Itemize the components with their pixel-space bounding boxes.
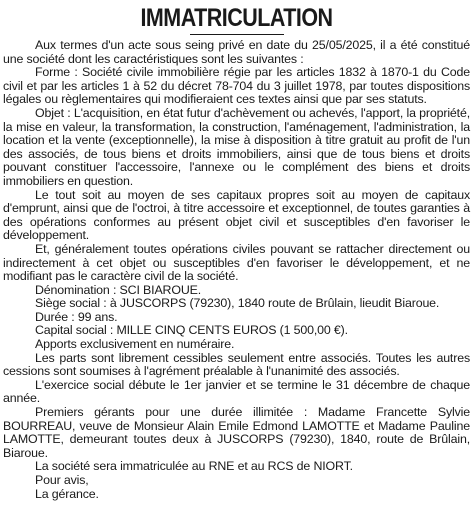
paragraph-duree: Durée : 99 ans. xyxy=(35,309,118,324)
paragraph-intro: Aux termes d'un acte sous seing privé en date du 25/05/2025, il a été constitué une société dont les caractéristiques sont les suivantes : xyxy=(3,38,470,66)
notice-title: IMMATRICULATION xyxy=(140,4,333,32)
paragraph-forme: Forme : Société civile immobilière régie par les articles 1832 à 1870-1 du Code civil et par les articles 1 à 52 du décret 78-704 du 3 juillet 1978, par toutes dispositions légales ou règlementaires qui modifieraient ces textes ainsi que par ses statuts. xyxy=(3,65,470,107)
paragraph-capital: Capital social : MILLE CINQ CENTS EUROS (1 500,00 €). xyxy=(35,323,348,338)
paragraph-immatriculation: La société sera immatriculée au RNE et au RCS de NIORT. xyxy=(35,459,353,474)
paragraph-signature: La gérance. xyxy=(35,486,99,501)
paragraph-cessions: Les parts sont librement cessibles seulement entre associés. Toutes les autres cessions sont soumises à l'agrément préalable à l'unanimité des associés. xyxy=(3,350,470,379)
paragraph-moyens: Le tout soit au moyen de ses capitaux propres soit au moyen de capitaux d'emprunt, ainsi que de l'octroi, à titre accessoire et exceptionnel, de toutes garanties à des opérations conformes au présent objet civil et susceptibles d'en favoriser le développement. xyxy=(3,187,470,243)
paragraph-apports: Apports exclusivement en numéraire. xyxy=(35,337,235,352)
paragraph-objet: Objet : L'acquisition, en état futur d'achèvement ou achevés, l'apport, la propriété, la mise en valeur, la transformation, la construction, l'aménagement, l'administration, la location et la vente (exceptionnelle), la mise à disposition à titre gratuit au profit de l'un des associés, de tous biens et droits immobiliers, ainsi que de tous biens et droits pouvant constituer l'accessoire, l'annexe ou le complément des biens et droits immobiliers en question. xyxy=(3,105,470,188)
paragraph-exercice: L'exercice social débute le 1er janvier et se termine le 31 décembre de chaque année. xyxy=(3,377,470,406)
paragraph-pour-avis: Pour avis, xyxy=(35,473,89,487)
title-divider xyxy=(190,34,284,35)
notice-body xyxy=(3,39,470,501)
paragraph-denomination: Dénomination : SCI BIAROUE. xyxy=(35,282,202,297)
paragraph-gerants: Premiers gérants pour une durée illimitée : Madame Francette Sylvie BOURREAU, veuve de Monsieur Alain Emile Edmond LAMOTTE et Madame Pauline LAMOTTE, demeurant toutes deux à JUSCORPS (79230), 1840, route de Brûlain, Biaroue. xyxy=(3,405,470,460)
paragraph-siege: Siège social : à JUSCORPS (79230), 1840 route de Brûlain, lieudit Biaroue. xyxy=(35,296,440,311)
paragraph-operations: Et, généralement toutes opérations civiles pouvant se rattacher directement ou indirectement à cet objet ou susceptibles d'en favoriser le développement, et ne modifiant pas le caractère civil de la société. xyxy=(3,241,470,284)
